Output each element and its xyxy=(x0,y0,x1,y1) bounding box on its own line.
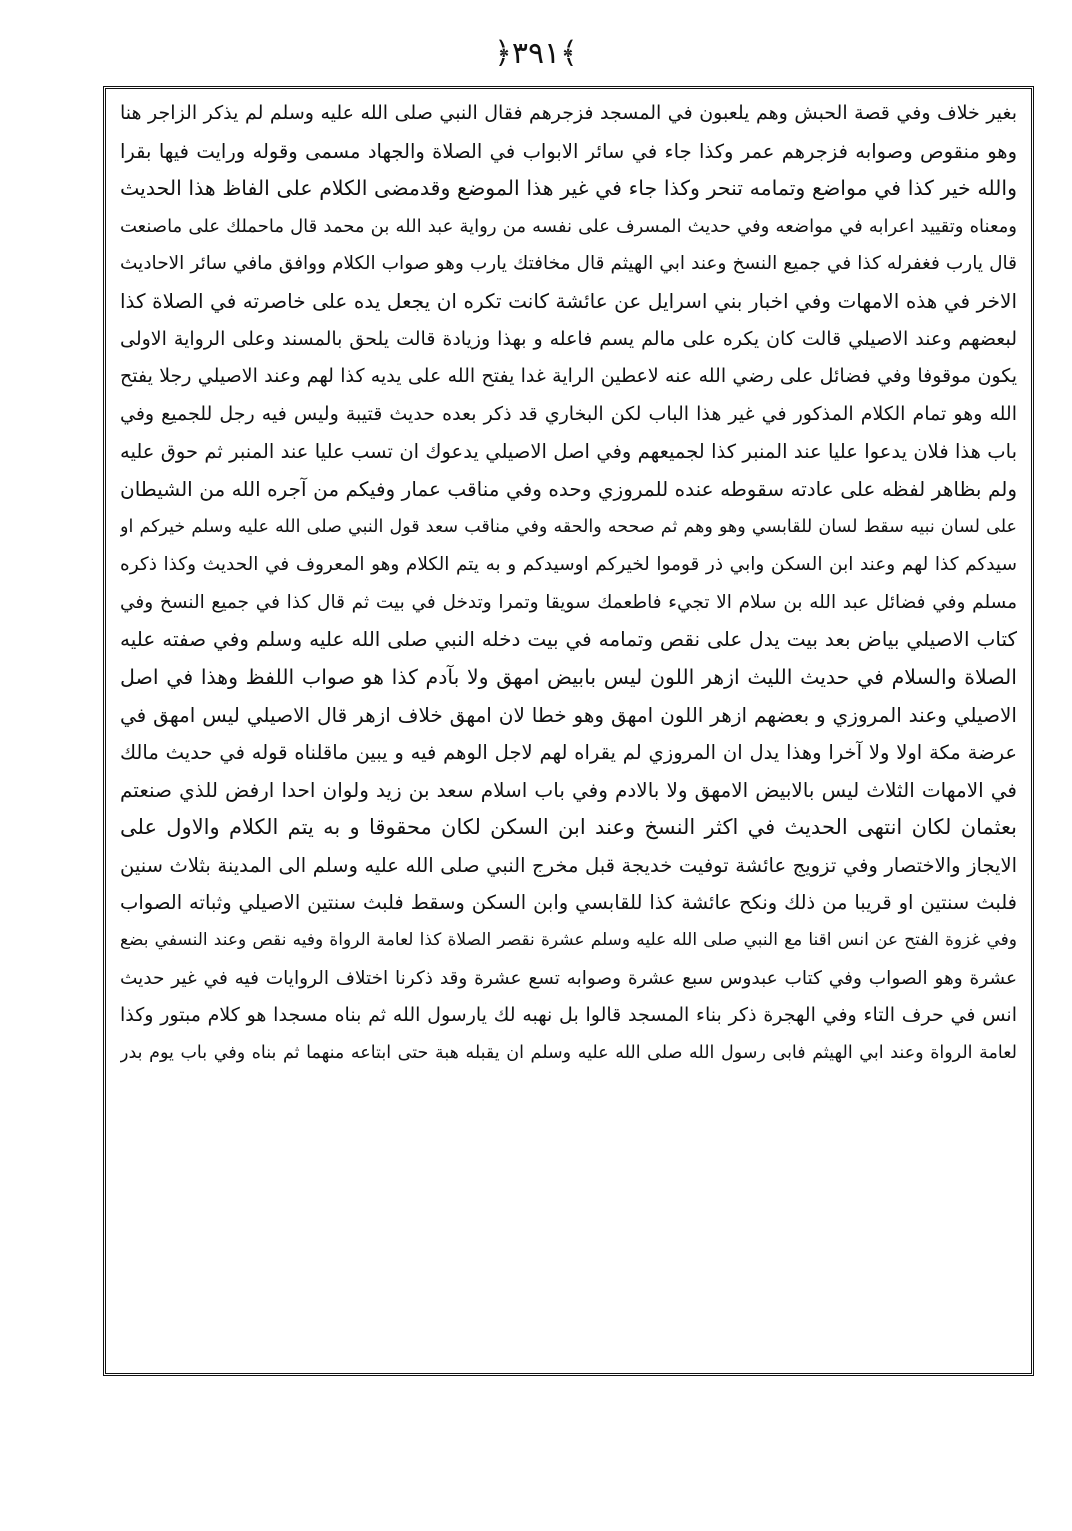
text-line: ومعناه وتقييد اعرابه في مواضعه وفي حديث المسرف على نفسه من رواية عبد الله بن محمد قال ماحملك على ماصنعت xyxy=(120,215,1017,237)
text-line: والله خير كذا في مواضع وتمامه تنحر وكذا جاء في غير هذا الموضع وقدمضى الكلام على الفاظ هذا الحديث xyxy=(120,176,1017,201)
text-line: الصلاة والسلام في حديث الليث ازهر اللون ليس بابيض امهق ولا بآدم كذا هو صواب اللفظ وهذا في اصل xyxy=(120,664,1017,689)
text-line: عشرة وهو الصواب وفي كتاب عبدوس سبع عشرة وصوابه تسع عشرة وقد ذكرنا اختلاف الروايات فيه في غير حديث xyxy=(120,967,1017,989)
text-line: بغير خلاف وفي قصة الحبش وهم يلعبون في المسجد فزجرهم فقال النبي صلى الله عليه وسلم لم يذكر الزاجر هنا xyxy=(120,102,1017,124)
text-line: لبعضهم وعند الاصيلي قالت كان يكره على مالم يسم فاعله و بهذا وزيادة قالت يلحق بالمسند وعلى الرواية الاولى xyxy=(120,327,1017,350)
text-line: الاصيلي وعند المروزي و بعضهم ازهر اللون امهق وهو خطا لان امهق خلاف ازهر قال الاصيلي ليس امهق في xyxy=(120,702,1017,727)
page-number: ﴿٣٩١﴾ xyxy=(494,36,578,71)
text-line: في الامهات الثلاث ليس بالابيض الامهق ولا بالادم وفي باب اسلام سعد بن زيد ولوان احدا ارفض للذي صنعتم xyxy=(120,777,1017,802)
text-line: الاخر في هذه الامهات وفي اخبار بني اسرايل عن عائشة كانت تكره ان يجعل يده على خاصرته في الصلاة كذا xyxy=(120,288,1017,313)
text-line: على لسان نبيه سقط لسان للقابسي وهو وهم ثم صححه والحقه وفي مناقب سعد قول النبي صلى الله عليه وسلم خيركم او xyxy=(120,516,1017,537)
text-line: عرضة مكة اولا ولا آخرا وهذا يدل ان المروزي لم يقراه لهم لاجل الوهم فيه و يبين ماقلناه قوله في حديث مالك xyxy=(120,741,1017,765)
text-line: بعثمان لكان انتهى الحديث في اكثر النسخ وعند ابن السكن لكان محقوقا و به يتم الكلام والاول على xyxy=(120,815,1017,840)
text-line: ولم بظاهر لفظه على عادته سقوطه عنده للمروزي وحده وفي مناقب عمار وفيكم من آجره الله من الشيطان xyxy=(120,476,1017,501)
text-line: مسلم وفي فضائل عبد الله بن سلام الا تجيء فاطعمك سويقا وتمرا وتدخل في بيت ثم قال كذا في جميع النسخ وفي xyxy=(120,591,1017,613)
text-line: الله وهو تمام الكلام المذكور في غير هذا الباب لكن البخاري قد ذكر بعده حديث قتيبة وليس فيه رجل للجميع وفي xyxy=(120,402,1017,425)
text-line: فلبث سنتين او قريبا من ذلك ونكح عائشة كذا للقابسي وابن السكن وسقط فلبث سنتين الاصيلي وثباته الصواب xyxy=(120,891,1017,915)
text-line: كتاب الاصيلي بياض بعد بيت يدل على نقص وتمامه في بيت دخله النبي صلى الله عليه وسلم وفي صفته عليه xyxy=(120,627,1017,652)
text-line: لعامة الرواة وعند ابي الهيثم فابى رسول الله صلى الله عليه وسلم ان يقبله هبة حتى ابتاعه منهما ثم بناه وفي باب يوم بدر xyxy=(120,1042,1017,1063)
text-line: سيدكم كذا لهم وعند ابن السكن وابي ذر قوموا لخيركم اوسيدكم و به يتم الكلام وهو المعروف في الحديث وكذا ذكره xyxy=(120,554,1017,576)
text-line: الايجاز والاختصار وفي تزويج عائشة توفيت خديجة قبل مخرج النبي صلى الله عليه وسلم الى المدينة بثلاث سنين xyxy=(120,853,1017,877)
text-line: وهو منقوص وصوابه فزجرهم عمر وكذا جاء في سائر الابواب في الصلاة والجهاد مسمى وقوله ورايت فيها بقرا xyxy=(120,139,1017,163)
text-line: انس في حرف التاء وفي الهجرة ذكر بناء المسجد قالوا بل نهبه لك يارسول الله ثم بناه مسجدا هو كلام مبتور وكذا xyxy=(120,1004,1017,1027)
text-frame xyxy=(103,86,1034,1376)
text-line: يكون موقوفا وفي فضائل على رضي الله عنه لاعطين الراية غدا يفتح الله على يديه كذا لهم وعند الاصيلي رجلا يفتح xyxy=(120,365,1017,388)
text-line: باب هذا فلان يدعوا عليا عند المنبر كذا لجميعهم وفي اصل الاصيلي يدعوك ان تسب عليا عند المنبر ثم حوق عليه xyxy=(120,440,1017,464)
text-line: قال يارب فغفرله كذا في جميع النسخ وعند ابي الهيثم قال مخافتك يارب وهو صواب الكلام ووافق مافي سائر الاحاديث xyxy=(120,253,1017,275)
text-line: وفي غزوة الفتح عن انس اقنا مع النبي صلى الله عليه وسلم عشرة نقصر الصلاة كذا لعامة الرواة وفيه نقص وعند النسفي بضع xyxy=(120,930,1017,951)
